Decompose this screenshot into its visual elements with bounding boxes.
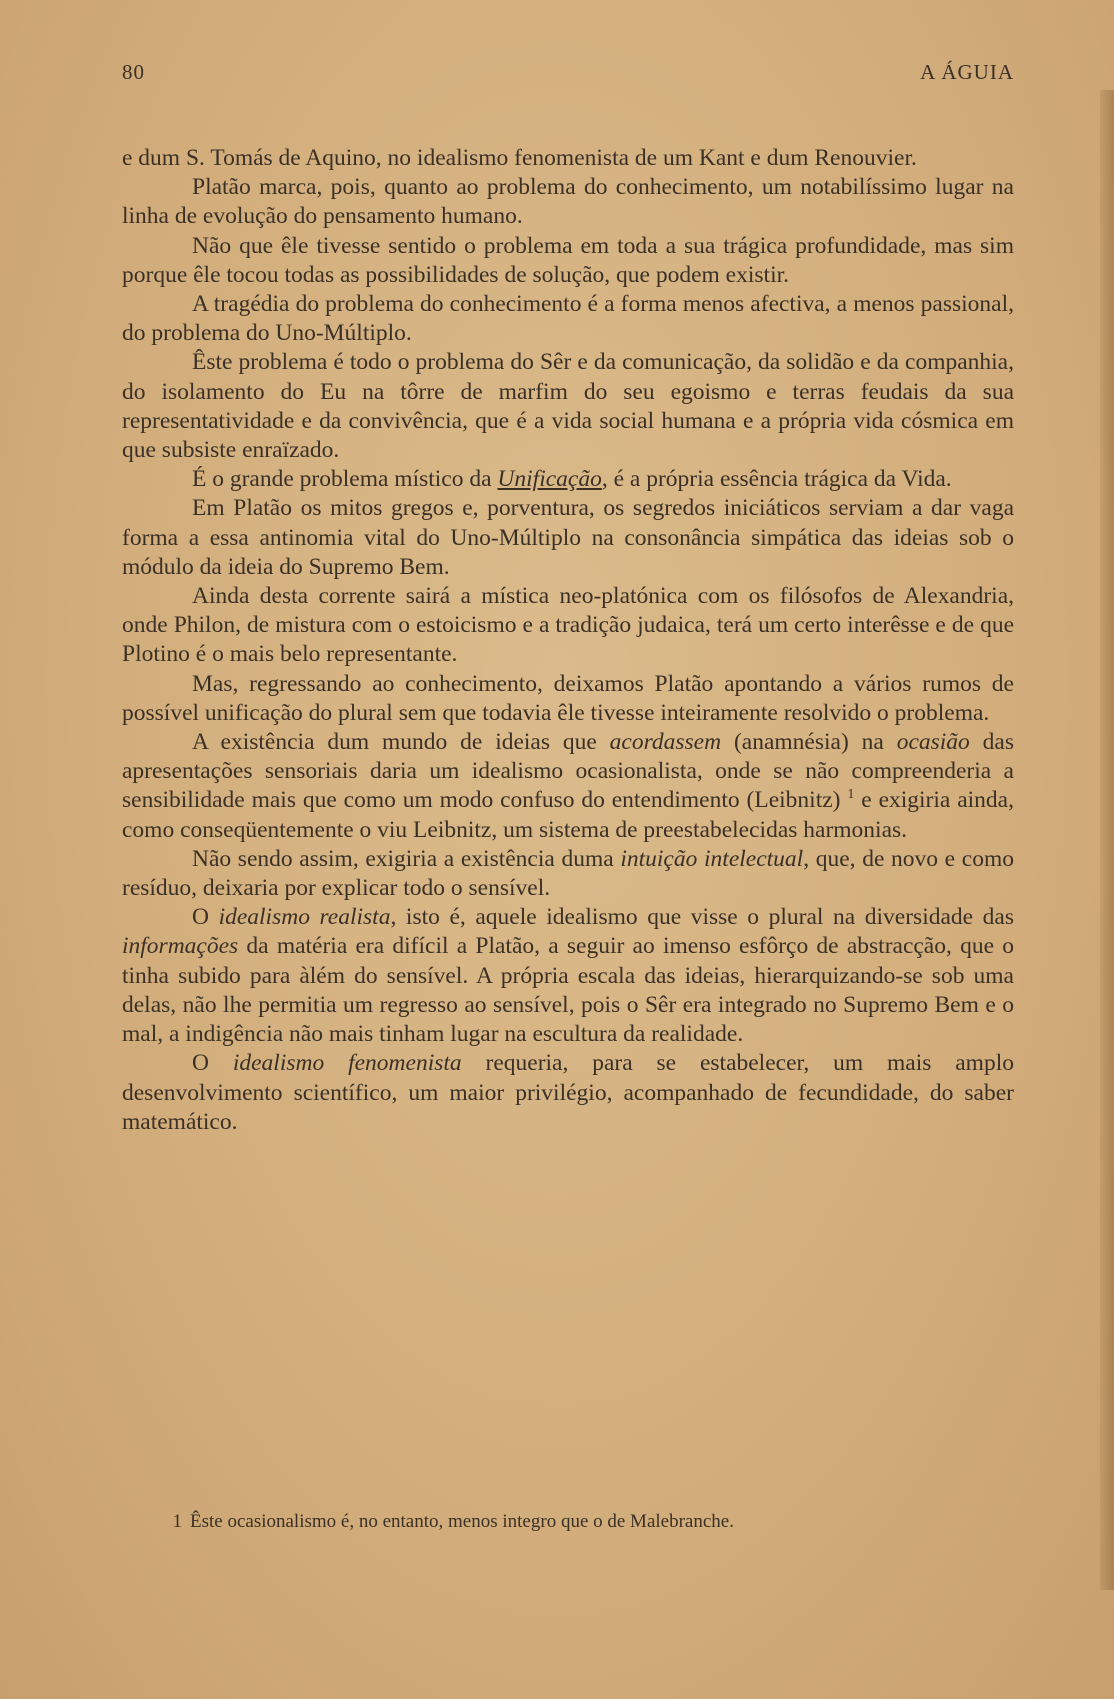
footnote <box>122 1510 1014 1534</box>
paragraph: e dum S. Tomás de Aquino, no idealismo fenomenista de um Kant e dum Renouvier. <box>122 145 917 171</box>
emphasis: Unificação <box>497 466 602 493</box>
paragraph: Mas, regressando ao conhecimento, deixamos Platão apontando a vários rumos de possível unificação do plural sem que todavia êle tivesse inteiramente resolvido o problema. <box>122 670 1014 726</box>
emphasis: idealismo fenomenista <box>232 1050 462 1077</box>
paragraph: Ainda desta corrente sairá a mística neo-platónica com os filósofos de Alexandria, onde Philon, de mistura com o estoicismo e a tradição judaica, terá um certo interêsse e de que Plotino é o mais belo representante. <box>122 583 1014 668</box>
paragraph: Não sendo assim, exigiria a existência duma intuição intelectual, que, de novo e como resíduo, deixaria por explicar todo o sensível. <box>122 845 1014 902</box>
emphasis: ocasião <box>896 729 970 756</box>
paragraph: A existência dum mundo de ideias que acordassem (anamnésia) na ocasião das apresentações sensoriais daria um idealismo ocasionalista, onde se não compreenderia a sensibilidade mais que como um modo confuso do entendimento (Leibnitz) $^1$ e exigiria ainda, como conseqüentemente o viu Leibnitz, um sistema de preestabelecidas harmonias. <box>122 729 1014 843</box>
emphasis: informações <box>122 933 239 960</box>
emphasis: intuição intelectual <box>620 845 804 872</box>
paragraph: O idealismo fenomenista requeria, para se estabelecer, um mais amplo desenvolvimento scientífico, um maior privilégio, acompanhado de fecundidade, do saber matemático. <box>122 1050 1014 1135</box>
paragraph: O idealismo realista, isto é, aquele idealismo que visse o plural na diversidade das informações da matéria era difícil a Platão, a seguir ao imenso esfôrço de abstracção, que o tinha subido para àlém do sensível. A própria escala das ideias, hierarquizando-se sob uma delas, não lhe permitia um regresso ao sensível, pois o Sêr era integrado no Supremo Bem e o mal, a indigência não mais tinham lugar na escultura da realidade. <box>122 904 1014 1048</box>
paragraph: Êste problema é todo o problema do Sêr e da comunicação, da solidão e da companhia, do isolamento do Eu na tôrre de marfim do seu egoismo e terras feudais da sua representatividade e da convivência, que é a vida social humana e a própria vida cósmica em que subsiste enraïzado. <box>122 349 1014 464</box>
paragraph: É o grande problema místico da Unificação, é a própria essência trágica da Vida. <box>192 466 952 493</box>
emphasis: acordassem <box>609 729 722 756</box>
paragraph: Em Platão os mitos gregos e, porventura, os segredos iniciáticos serviam a dar vaga forma a essa antinomia vital do Uno-Múltiplo na consonância simpática das ideias sob o módulo da ideia do Supremo Bem. <box>122 495 1014 580</box>
page-edge-shadow <box>1100 90 1114 1590</box>
page-header <box>122 60 1014 85</box>
paragraph: A tragédia do problema do conhecimento é a forma menos afectiva, a menos passional, do problema do Uno-Múltiplo. <box>122 291 1014 347</box>
paragraph: Platão marca, pois, quanto ao problema do conhecimento, um notabilíssimo lugar na linha de evolução do pensamento humano. <box>122 174 1014 230</box>
running-title: A ÁGUIA <box>920 60 1014 84</box>
footnote-reference: 1 <box>847 787 855 803</box>
paragraph: Não que êle tivesse sentido o problema em toda a sua trágica profundidade, mas sim porque êle tocou todas as possibilidades de solução, que podem existir. <box>122 232 1014 288</box>
body-text <box>122 144 1014 1137</box>
footnote-mark: 1 <box>172 1511 182 1532</box>
emphasis: idealismo realista <box>218 904 391 931</box>
footnote-text: Êste ocasionalismo é, no entanto, menos integro que o de Malebranche. <box>190 1511 734 1532</box>
page-number: 80 <box>122 60 145 84</box>
